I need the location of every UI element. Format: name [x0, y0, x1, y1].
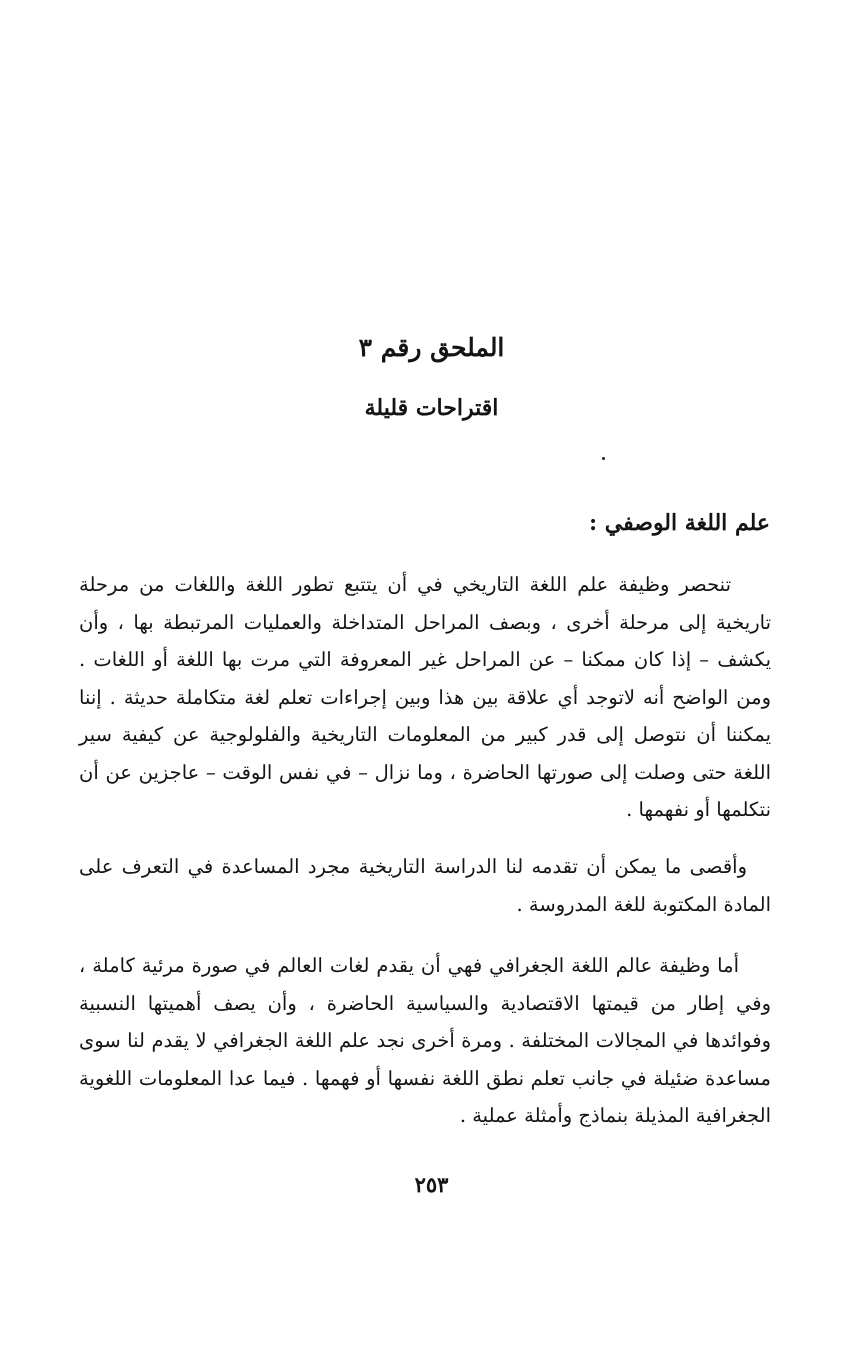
paragraph-2: وأقصى ما يمكن أن تقدمه لنا الدراسة التاريخية مجرد المساعدة في التعرف على المادة المكتوبة للغة المدروسة . [79, 855, 771, 916]
paragraph-1: تنحصر وظيفة علم اللغة التاريخي في أن يتتبع تطور اللغة واللغات من مرحلة تاريخية إلى مرحلة أخرى ، وبصف المراحل المتداخلة والعمليات المرتبطة بها ، وأن يكشف – إذا كان ممكنا – عن المراحل غير المعروفة التي مرت بها اللغة أو اللغات . ومن الواضح أنه لاتوجد أي علاقة بين هذا وبين إجراءات تعلم لغة متكاملة حديثة . إننا يمكننا أن نتوصل إلى قدر كبير من المعلومات التاريخية والفلولوجية عن كيفية سير اللغة حتى وصلت إلى صورتها الحاضرة ، وما نزال – في نفس الوقت – عاجزين عن أن نتكلمها أو نفهمها . [79, 573, 771, 821]
appendix-title: الملحق رقم ٣ [358, 333, 505, 362]
paragraph-3: أما وظيفة عالم اللغة الجغرافي فهي أن يقدم لغات العالم في صورة مرئية كاملة ، وفي إطار من قيمتها الاقتصادية والسياسية الحاضرة ، وأن يصف أهميتها النسبية وفوائدها في المجالات المختلفة . ومرة أخرى نجد علم اللغة الجغرافي لا يقدم لنا سوى مساعدة ضئيلة في جانب تعلم نطق اللغة نفسها أو فهمها . فيما عدا المعلومات اللغوية الجغرافية المذيلة بنماذج وأمثلة عملية . [79, 954, 771, 1127]
stray-dot [602, 457, 605, 460]
appendix-subtitle: اقتراحات قليلة [364, 395, 499, 421]
section-heading: علم اللغة الوصفي : [589, 510, 770, 536]
page-number: ٢٥٣ [414, 1172, 449, 1197]
